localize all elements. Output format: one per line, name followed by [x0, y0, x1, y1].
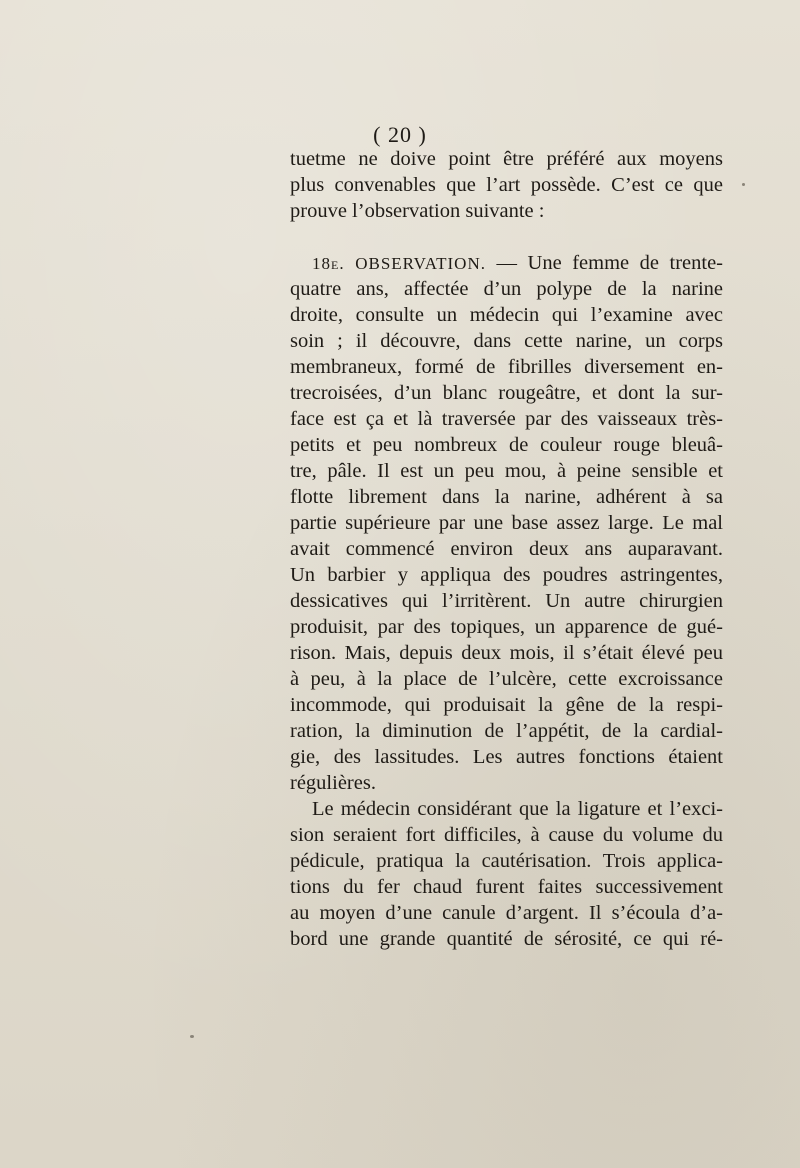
text-line: partie supérieure par une base assez large. Le mal	[290, 512, 723, 534]
observation-heading-line	[290, 250, 723, 276]
text-line: trecroisées, d’un blanc rougeâtre, et dont la sur-	[290, 382, 723, 404]
text-line: régulières.	[290, 772, 376, 794]
text-line: quatre ans, affectée d’un polype de la narine	[290, 278, 723, 300]
text-line: soin ; il découvre, dans cette narine, un corps	[290, 330, 723, 352]
text-line: incommode, qui produisait la gêne de la respi-	[290, 694, 723, 716]
text-line: gie, des lassitudes. Les autres fonctions étaient	[290, 746, 723, 768]
text-line: membraneux, formé de fibrilles diversement en-	[290, 356, 723, 378]
text-line: produisit, par des topiques, un apparence de gué-	[290, 616, 723, 638]
text-line: pédicule, pratiqua la cautérisation. Trois applica-	[290, 850, 723, 872]
text-line: Un barbier y appliqua des poudres astringentes,	[290, 564, 723, 586]
paragraph-gap	[290, 224, 723, 250]
observation-label: 18e. OBSERVATION.	[312, 254, 486, 273]
text-line: sion seraient fort difficiles, à cause du volume du	[290, 824, 723, 846]
text-line: tuetme ne doive point être préféré aux moyens	[290, 148, 723, 170]
paper-speck	[742, 183, 745, 186]
body-text	[290, 146, 723, 952]
text-line: rison. Mais, depuis deux mois, il s’était élevé peu	[290, 642, 723, 664]
text-line: face est ça et là traversée par des vaisseaux très-	[290, 408, 723, 430]
text-line: flotte librement dans la narine, adhérent à sa	[290, 486, 723, 508]
text-line: Le médecin considérant que la ligature et l’exci-	[312, 798, 723, 820]
text-line: au moyen d’une canule d’argent. Il s’écoula d’a-	[290, 902, 723, 924]
text-line-fragment: — Une femme de trente-	[496, 252, 723, 274]
text-line: plus convenables que l’art possède. C’est ce que	[290, 174, 723, 196]
text-line: droite, consulte un médecin qui l’examine avec	[290, 304, 723, 326]
text-line: tre, pâle. Il est un peu mou, à peine sensible et	[290, 460, 723, 482]
text-line: prouve l’observation suivante :	[290, 200, 545, 222]
text-line: dessicatives qui l’irritèrent. Un autre chirurgien	[290, 590, 723, 612]
paper-speck	[190, 1035, 194, 1038]
text-line: tions du fer chaud furent faites successivement	[290, 876, 723, 898]
page-number: ( 20 )	[373, 122, 427, 147]
text-line: ration, la diminution de l’appétit, de la cardial-	[290, 720, 723, 742]
text-line: à peu, à la place de l’ulcère, cette excroissance	[290, 668, 723, 690]
text-line: avait commencé environ deux ans auparavant.	[290, 538, 723, 560]
text-line: bord une grande quantité de sérosité, ce qui ré-	[290, 928, 723, 950]
text-line: petits et peu nombreux de couleur rouge bleuâ-	[290, 434, 723, 456]
